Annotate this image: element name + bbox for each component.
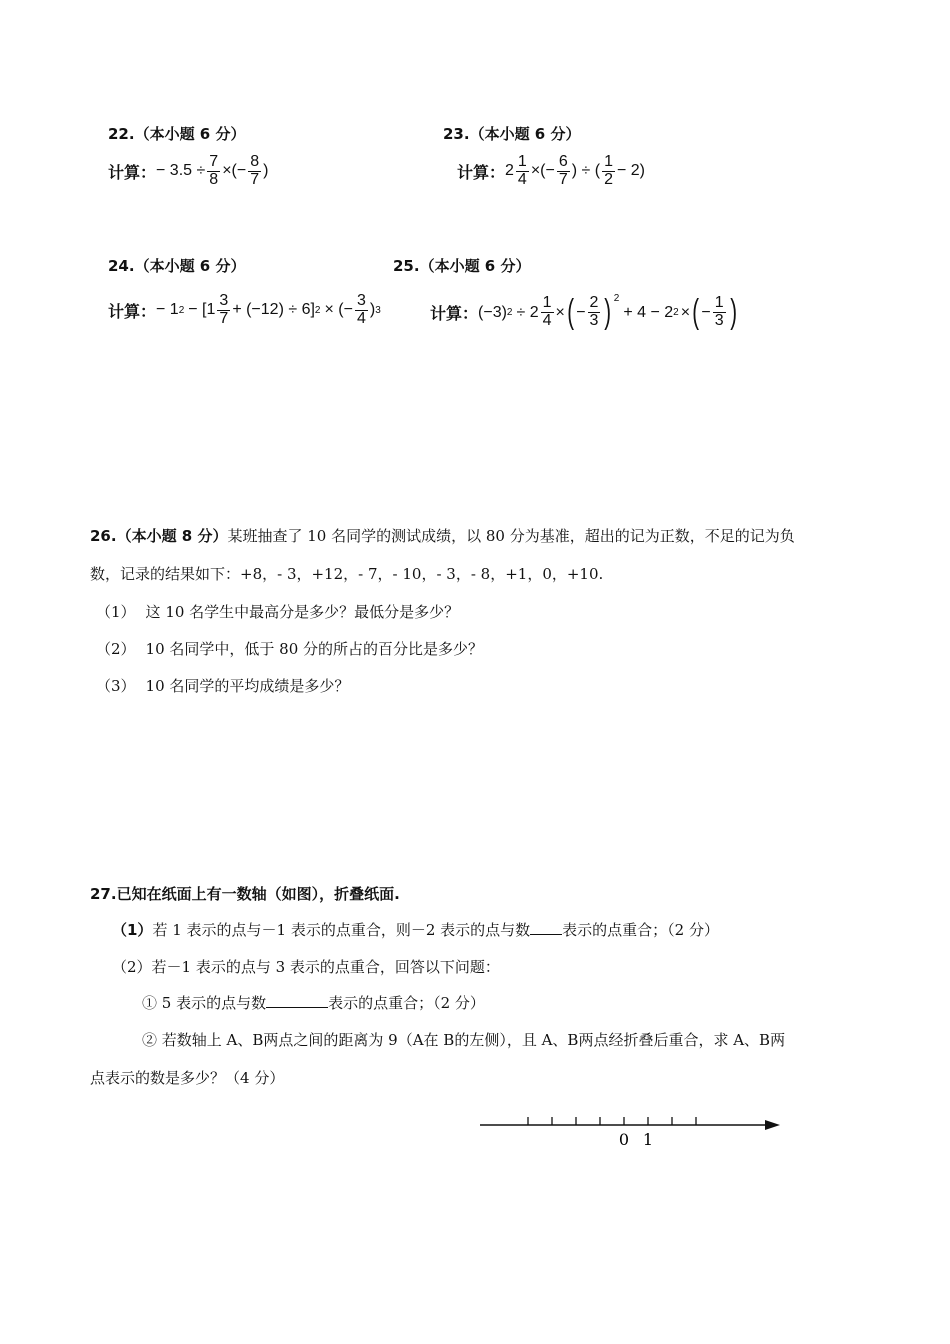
q26-item-2 (96, 640, 483, 658)
calc-label: 计算： (108, 162, 157, 182)
part-text: 若 1 表示的点与－1 表示的点重合，则－2 表示的点与数 (152, 921, 531, 939)
q25-expression: 计算： (−3) 2 ÷ 2 $\frac{1}{4}$ × ( − $\frac{2}{3}$ ) $^2$ + 4 − 2 2 × ( − $\frac{1}{3}$ ) (430, 293, 737, 331)
q27-sub1 (142, 994, 485, 1012)
math-text: ) ÷ ( (571, 162, 601, 180)
fraction: $\frac{2}{3}$ (589, 294, 599, 329)
fraction: $\frac{3}{4}$ (356, 292, 366, 327)
calc-label: 计算： (430, 304, 479, 323)
exponent: 2 (314, 304, 321, 316)
q26-item-1 (96, 603, 459, 621)
axis-ticks (528, 1117, 696, 1125)
sub-text: 表示的点重合；（2 分） (328, 994, 485, 1012)
q27-sub2-cont: 点表示的数是多少？（4 分） (90, 1069, 285, 1087)
left-paren: ( (567, 293, 574, 331)
math-text: ) (263, 162, 269, 180)
fraction: $\frac{8}{7}$ (250, 153, 260, 188)
q22-expression (108, 154, 268, 189)
math-text: − 3.5 ÷ (156, 162, 206, 180)
math-text: − 1 (156, 301, 179, 319)
q26-item-3 (96, 677, 349, 695)
q23-expression (457, 154, 645, 189)
q23-heading: 23.（本小题 6 分） (443, 125, 581, 143)
exponent: 3 (375, 304, 381, 316)
q24-heading: 24.（本小题 6 分） (108, 257, 246, 275)
fraction: $\frac{1}{4}$ (542, 294, 552, 329)
math-text: 2 (505, 162, 514, 180)
fraction: $\frac{1}{2}$ (604, 153, 613, 188)
math-text: − 2) (616, 162, 645, 180)
math-text: ÷ 2 (516, 303, 539, 321)
calc-label: 计算： (457, 162, 506, 182)
q26-line2: 数，记录的结果如下：+8，- 3，+12，- 7，- 10，- 3，- 8，+1，0，+10. (90, 565, 604, 583)
math-text: ×(− (530, 162, 555, 180)
math-text: × (680, 303, 691, 321)
tick-label-zero: 0 (618, 1130, 630, 1149)
exponent: 2 (673, 307, 679, 318)
exponent: 2 (506, 307, 513, 318)
q27-part1 (112, 921, 719, 939)
fraction: $\frac{6}{7}$ (558, 153, 568, 188)
q24-expression (108, 293, 381, 328)
exponent: 2 (613, 293, 620, 304)
part-number: （1） (112, 921, 153, 939)
sub-text: ① 5 表示的点与数 (142, 994, 267, 1012)
math-text: ×(− (222, 162, 247, 180)
math-text: × (555, 303, 565, 321)
math-text: + (−12) ÷ 6] (232, 301, 315, 319)
answer-blank (266, 1007, 328, 1008)
math-text: + 4 − 2 (623, 303, 674, 321)
fraction: $\frac{1}{3}$ (714, 294, 724, 329)
item-number: （3） (96, 677, 136, 695)
item-text: 10 名同学中，低于 80 分的所占的百分比是多少？ (145, 640, 484, 658)
item-number: （2） (96, 640, 136, 658)
right-paren: ) (604, 293, 612, 331)
right-paren: ) (729, 293, 737, 331)
q26-heading: 26.（本小题 8 分） (90, 527, 228, 545)
q25-heading: 25.（本小题 6 分） (393, 257, 531, 275)
q26-text: 某班抽查了 10 名同学的测试成绩，以 80 分为基准，超出的记为正数，不足的记为负 (227, 527, 795, 545)
calc-label: 计算： (108, 301, 157, 321)
part-text: 表示的点重合；（2 分） (562, 921, 719, 939)
item-text: 这 10 名学生中最高分是多少？最低分是多少？ (145, 603, 460, 621)
fraction: $\frac{3}{7}$ (219, 292, 229, 327)
tick-label-one: 1 (642, 1130, 654, 1149)
math-text: × (− (324, 301, 353, 319)
q27-part2: （2）若－1 表示的点与 3 表示的点重合，回答以下问题： (112, 958, 500, 976)
exponent: 2 (178, 304, 185, 316)
left-paren: ( (692, 293, 700, 331)
math-text: ) (369, 301, 376, 319)
math-text: (−3) (478, 303, 507, 321)
item-number: （1） (96, 603, 136, 621)
item-text: 10 名同学的平均成绩是多少？ (145, 677, 350, 695)
fraction: $\frac{1}{4}$ (517, 153, 527, 188)
axis-arrow (765, 1120, 780, 1130)
fraction: $\frac{7}{8}$ (209, 153, 219, 188)
q26-line1 (90, 527, 795, 545)
q27-heading: 27.已知在纸面上有一数轴（如图），折叠纸面. (90, 885, 400, 903)
q22-heading: 22.（本小题 6 分） (108, 125, 246, 143)
answer-blank (530, 934, 562, 935)
q27-sub2: ② 若数轴上 A、B两点之间的距离为 9（A在 B的左侧），且 A、B两点经折叠后重合，求 A、B两 (142, 1031, 786, 1049)
number-line (470, 1105, 790, 1155)
math-text: − [1 (188, 301, 216, 319)
